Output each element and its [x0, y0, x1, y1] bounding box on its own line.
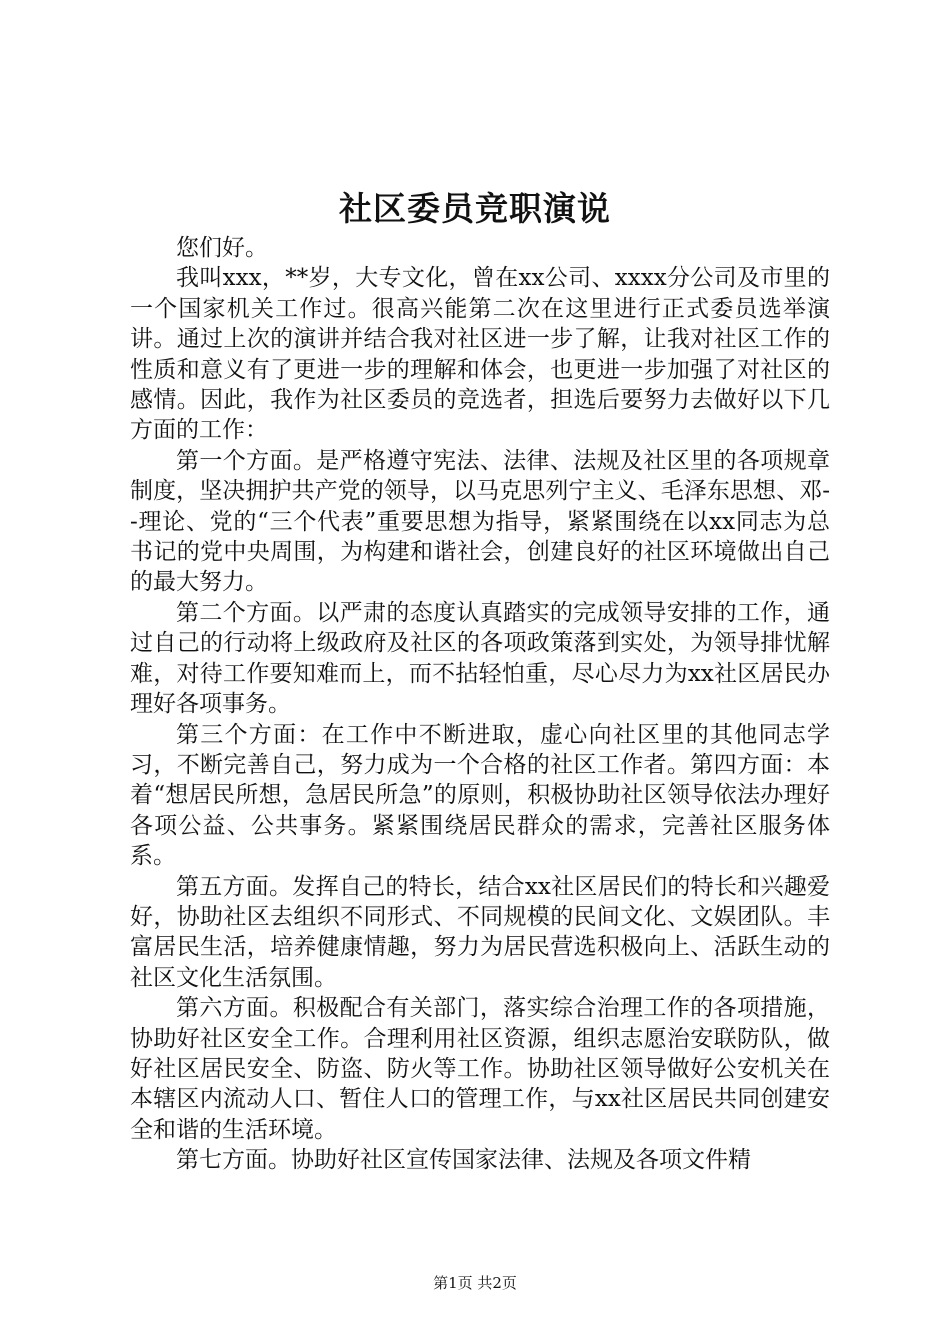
paragraph-aspect-3-4: 第三个方面：在工作中不断进取，虚心向社区里的其他同志学习，不断完善自己，努力成为一个合格的社区工作者。第四方面：本着“想居民所想，急居民所急”的原则，积极协助社区领导依法办理好各项公益、公共事务。紧紧围绕居民群众的需求，完善社区服务体系。	[130, 721, 830, 870]
page-number-footer: 第1页 共2页	[433, 1274, 517, 1292]
paragraph-aspect-6: 第六方面。积极配合有关部门，落实综合治理工作的各项措施，协助好社区安全工作。合理利用社区资源，组织志愿治安联防队，做好社区居民安全、防盗、防火等工作。协助社区领导做好公安机关在本辖区内流动人口、暂住人口的管理工作，与xx社区居民共同创建安全和谐的生活环境。	[130, 995, 830, 1143]
paragraph-introduction: 我叫xxx，**岁，大专文化，曾在xx公司、xxxx分公司及市里的一个国家机关工作过。很高兴能第二次在这里进行正式委员选举演讲。通过上次的演讲并结合我对社区进一步了解，让我对社区工作的性质和意义有了更进一步的理解和体会，也更进一步加强了对社区的感情。因此，我作为社区委员的竞选者，担选后要努力去做好以下几方面的工作：	[130, 265, 830, 444]
paragraph-aspect-2: 第二个方面。以严肃的态度认真踏实的完成领导安排的工作，通过自己的行动将上级政府及社区的各项政策落到实处，为领导排忧解难，对待工作要知难而上，而不拈轻怕重，尽心尽力为xx社区居民办理好各项事务。	[130, 599, 830, 718]
paragraph-greeting: 您们好。	[176, 235, 268, 261]
paragraph-aspect-1: 第一个方面。是严格遵守宪法、法律、法规及社区里的各项规章制度，坚决拥护共产党的领导，以马克思列宁主义、毛泽东思想、邓--理论、党的“三个代表”重要思想为指导，紧紧围绕在以xx同志为总书记的党中央周围，为构建和谐社会，创建良好的社区环境做出自己的最大努力。	[130, 447, 830, 596]
document-title: 社区委员竞职演说	[339, 189, 611, 228]
paragraph-aspect-5: 第五方面。发挥自己的特长，结合xx社区居民们的特长和兴趣爱好，协助社区去组织不同形式、不同规模的民间文化、文娱团队。丰富居民生活，培养健康情趣，努力为居民营选积极向上、活跃生动的社区文化生活氛围。	[130, 873, 830, 991]
document-body	[130, 233, 830, 1176]
paragraph-aspect-7: 第七方面。协助好社区宣传国家法律、法规及各项文件精	[176, 1147, 751, 1174]
